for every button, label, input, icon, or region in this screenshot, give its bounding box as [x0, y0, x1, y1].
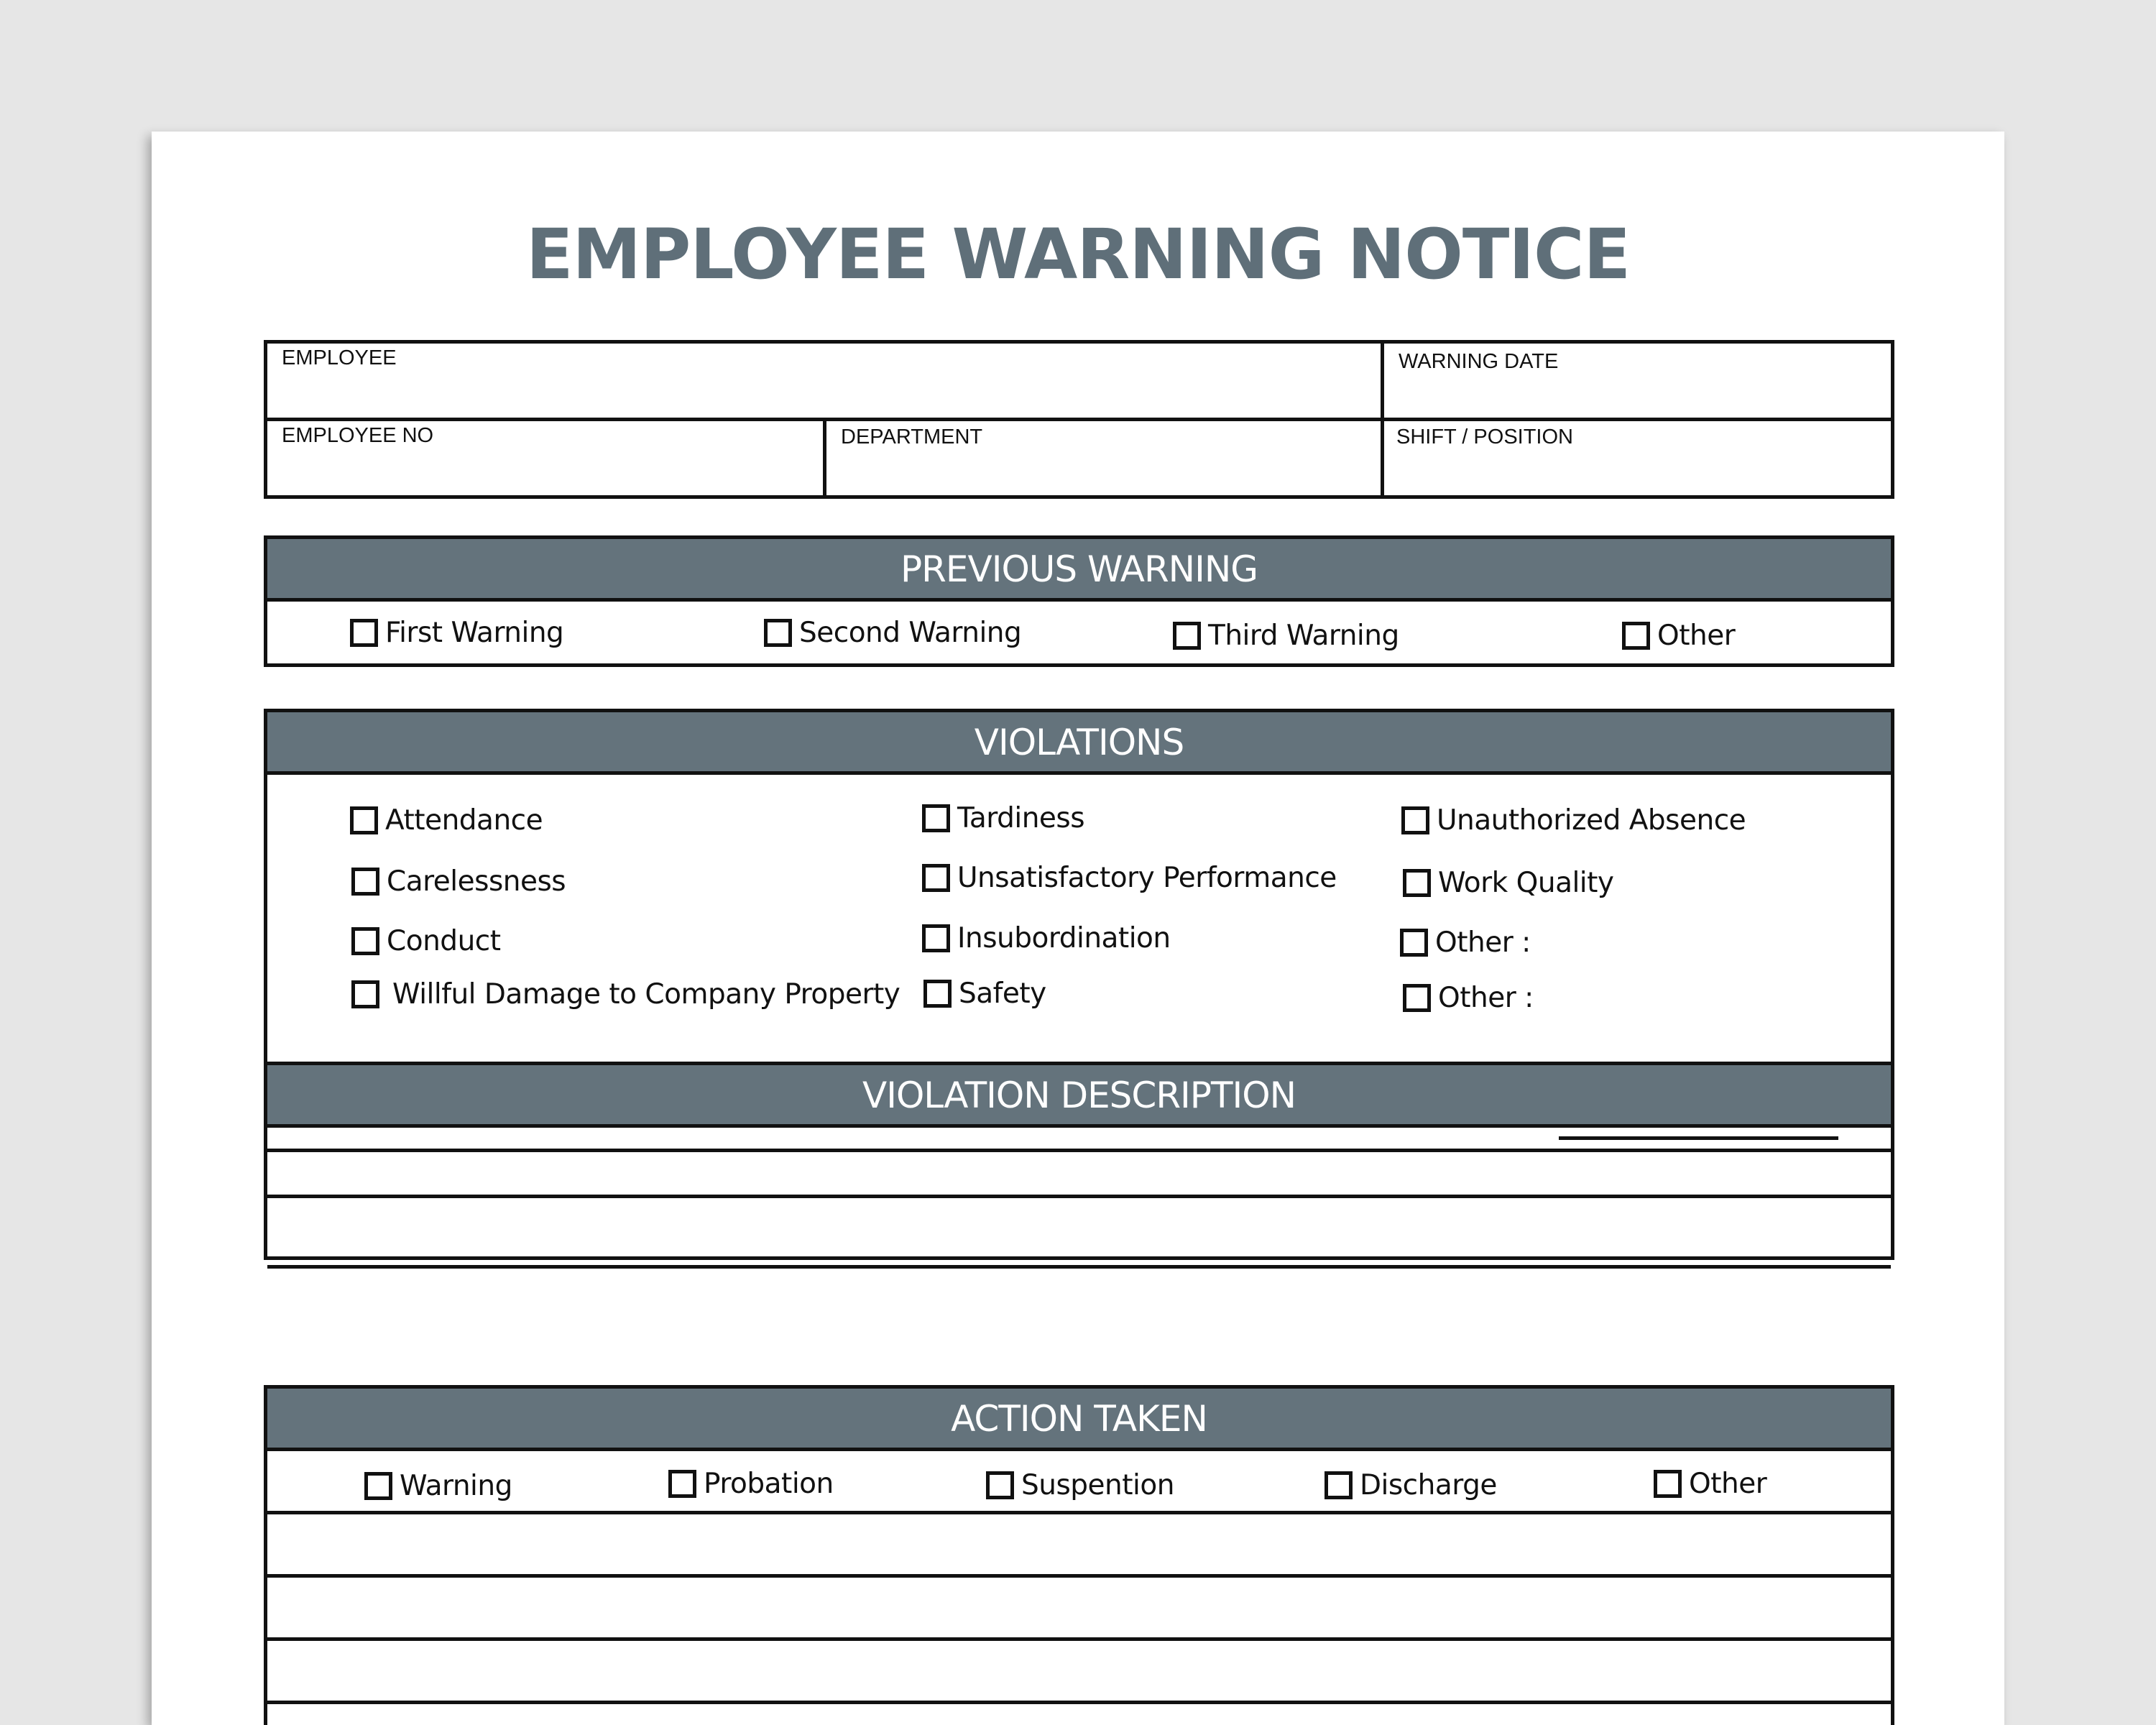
employee-info-grid: [264, 340, 1894, 499]
checkbox-label: Discharge: [1360, 1469, 1497, 1501]
other-warning-checkbox[interactable]: [1622, 620, 1735, 652]
violations-heading: VIOLATIONS: [267, 712, 1891, 775]
action-notes-line-2[interactable]: [267, 1578, 1891, 1637]
conduct-checkbox[interactable]: [351, 925, 501, 957]
checkbox-icon: [922, 804, 950, 832]
checkbox-icon: [351, 980, 379, 1008]
description-line-3[interactable]: [267, 1269, 1891, 1335]
checkbox-label: Other :: [1438, 982, 1534, 1014]
willful-damage-checkbox[interactable]: [351, 978, 900, 1011]
checkbox-label: Willful Damage to Company Property: [392, 978, 900, 1011]
checkbox-icon: [1403, 984, 1431, 1012]
checkbox-icon: [1173, 622, 1201, 650]
insubordination-checkbox[interactable]: [922, 922, 1171, 954]
department-label: DEPARTMENT: [841, 426, 983, 448]
previous-warning-section: [264, 535, 1894, 667]
carelessness-checkbox[interactable]: [351, 865, 566, 898]
checkbox-label: Carelessness: [387, 865, 566, 898]
warning-date-label: WARNING DATE: [1399, 350, 1559, 373]
shift-position-label: SHIFT / POSITION: [1396, 426, 1573, 448]
form-title: EMPLOYEE WARNING NOTICE: [525, 214, 1631, 295]
checkbox-label: Safety: [959, 978, 1046, 1010]
checkbox-icon: [764, 619, 792, 647]
checkbox-icon: [350, 806, 378, 834]
probation-action-checkbox[interactable]: [668, 1468, 834, 1500]
form-page: [152, 132, 2004, 1725]
checkbox-label: Suspention: [1021, 1469, 1174, 1501]
department-field[interactable]: [826, 423, 1381, 495]
checkbox-icon: [922, 924, 950, 952]
checkbox-icon: [364, 1472, 392, 1500]
other-violation-checkbox-2[interactable]: [1403, 982, 1534, 1014]
checkbox-label: Insubordination: [957, 922, 1171, 954]
action-notes-line-1[interactable]: [267, 1514, 1891, 1574]
action-taken-section: [264, 1385, 1894, 1725]
first-warning-checkbox[interactable]: [350, 617, 563, 649]
suspension-action-checkbox[interactable]: [986, 1469, 1174, 1501]
unsatisfactory-performance-checkbox[interactable]: [922, 862, 1337, 894]
checkbox-icon: [986, 1471, 1014, 1499]
action-row-divider: [267, 1701, 1891, 1704]
checkbox-icon: [1403, 869, 1431, 897]
checkbox-label: Third Warning: [1208, 620, 1399, 652]
checkbox-icon: [1654, 1470, 1682, 1498]
checkbox-label: Probation: [704, 1468, 834, 1500]
checkbox-label: Attendance: [385, 804, 543, 837]
action-notes-line-3[interactable]: [267, 1641, 1891, 1701]
checkbox-icon: [668, 1470, 696, 1498]
checkbox-label: Other: [1689, 1468, 1767, 1500]
checkbox-icon: [350, 619, 378, 647]
employee-no-field[interactable]: [267, 421, 823, 495]
safety-checkbox[interactable]: [923, 978, 1046, 1010]
warning-date-field[interactable]: [1384, 347, 1894, 418]
employee-label: EMPLOYEE: [282, 346, 397, 369]
checkbox-label: Conduct: [387, 925, 501, 957]
warning-action-checkbox[interactable]: [364, 1470, 512, 1502]
checkbox-label: Second Warning: [799, 617, 1022, 649]
checkbox-icon: [923, 980, 952, 1008]
shift-position-field[interactable]: [1382, 423, 1894, 495]
checkbox-label: Unsatisfactory Performance: [957, 862, 1337, 894]
attendance-checkbox[interactable]: [350, 804, 543, 837]
checkbox-label: Unauthorized Absence: [1437, 804, 1746, 837]
other-action-checkbox[interactable]: [1654, 1468, 1766, 1500]
work-quality-checkbox[interactable]: [1403, 867, 1614, 899]
other-violation-checkbox-1[interactable]: [1400, 926, 1531, 959]
tardiness-checkbox[interactable]: [922, 802, 1084, 834]
previous-warning-heading: PREVIOUS WARNING: [267, 539, 1891, 602]
checkbox-icon: [351, 868, 379, 896]
checkbox-label: First Warning: [385, 617, 564, 649]
discharge-action-checkbox[interactable]: [1325, 1469, 1497, 1501]
violation-description-heading: VIOLATION DESCRIPTION: [267, 1065, 1891, 1128]
checkbox-label: Tardiness: [957, 802, 1085, 834]
checkbox-label: Other: [1657, 620, 1736, 652]
second-warning-checkbox[interactable]: [764, 617, 1021, 649]
checkbox-label: Other :: [1435, 926, 1531, 959]
unauthorized-absence-checkbox[interactable]: [1401, 804, 1746, 837]
checkbox-icon: [1400, 929, 1428, 957]
checkbox-icon: [1325, 1471, 1353, 1499]
employee-no-label: EMPLOYEE NO: [282, 424, 434, 447]
description-line-2[interactable]: [267, 1198, 1891, 1265]
action-taken-heading: ACTION TAKEN: [267, 1389, 1891, 1451]
checkbox-icon: [1622, 622, 1650, 650]
description-line-1[interactable]: [267, 1128, 1891, 1195]
checkbox-icon: [351, 927, 379, 955]
checkbox-label: Warning: [400, 1470, 512, 1502]
checkbox-icon: [1401, 806, 1429, 834]
employee-field[interactable]: [267, 344, 1381, 418]
checkbox-icon: [922, 864, 950, 892]
violation-description-section: [264, 1062, 1894, 1260]
third-warning-checkbox[interactable]: [1173, 620, 1399, 652]
checkbox-label: Work Quality: [1438, 867, 1614, 899]
